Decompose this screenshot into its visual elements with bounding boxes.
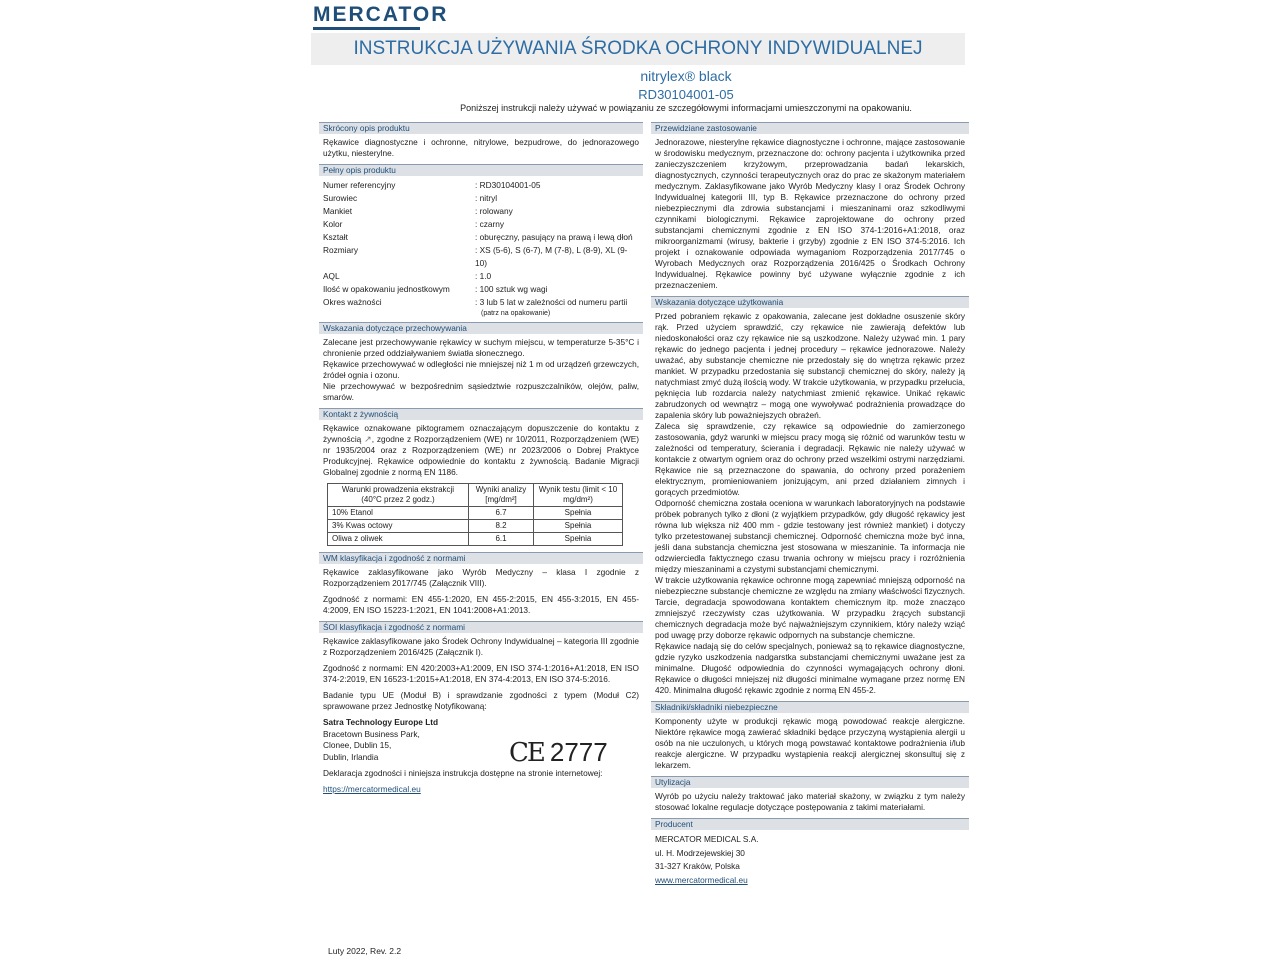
producer-street: ul. H. Modrzejewskiej 30 [655, 847, 745, 858]
disposal-body [651, 791, 969, 813]
spec-row [323, 270, 639, 283]
table-cell: 3% Kwas octowy [328, 520, 469, 533]
section-heading-short-desc: Skrócony opis produktu [319, 122, 643, 134]
food-contact-text-b: , zgodne z Rozporządzeniem (WE) nr 10/2011, Rozporządzeniem (WE) nr 1935/2004 oraz z Rozporządzeniem (WE) nr 2023/2006 o Dobrej Praktyce Produkcyjnej. Rękawice odpowiednie do kontaktu z żywnością. Badanie Migracji Globalnej zgodnie z normą EN 1186. [323, 434, 639, 477]
table-header: Wyniki analizy [mg/dm²] [469, 484, 534, 507]
usage-paragraph: Odporność chemiczna została oceniona w warunkach laboratoryjnych na podstawie próbek pobranych tylko z dłoni (z wyjątkiem przypadków, gdy długość rękawicy jest równa lub większa niż 400 mm - gdzie testowany jest również mankiet) i dotyczy tylko przetestowanej substancji chemicznej. Odporność chemiczna może być inna, jeśli dana substancja chemiczna jest stosowana w mieszaninie. Ta informacja nie odzwierciedla faktycznego czasu trwania ochrony w miejscu pracy i rozróżnienia między mieszaninami a czystymi substancjami chemicznymi. [655, 498, 965, 574]
spec-row [323, 179, 639, 192]
spec-value: : 1.0 [475, 271, 492, 281]
spec-row [323, 296, 639, 309]
spec-value: : czarny [475, 219, 505, 229]
spec-key: Surowiec [323, 193, 358, 203]
storage-body [319, 337, 643, 403]
soi-paragraph: Badanie typu UE (Moduł B) i sprawdzanie zgodności z typem (Moduł C2) sprawowane przez Jednostkę Notyfikowaną: [323, 690, 639, 711]
usage-paragraph: Przed pobraniem rękawic z opakowania, zalecane jest dokładne osuszenie skóry rąk. Przed użyciem sprawdzić, czy rękawice nie zawierają defektów lub niedoskonałości oraz czy rękawice nie są uszkodzone. Należy używać min. 1 pary rękawic do jednego pacjenta i jednej procedury – rękawice jednorazowe. Należy uważać, aby substancje chemiczne nie przedostały się do wnętrza rękawic przez mankiet. W przypadku przedostania się substancji chemicznej do skóry, należy ją natychmiast zmyć dużą ilością wody. W trakcie użytkowania, w przypadku przełucia, pęknięcia lub rozdarcia należy natychmiast zmienić rękawice. Unikać rękawic zabrudzonych od wewnątrz – mogą one wywoływać podrażnienia prowadzące do zapalenia skóry lub poważniejszych obrażeń. [655, 311, 965, 420]
spec-value: : RD30104001-05 [475, 180, 541, 190]
section-heading-storage: Wskazania dotyczące przechowywania [319, 322, 643, 334]
spec-row [323, 283, 639, 296]
spec-row [323, 205, 639, 218]
producer-name: MERCATOR MEDICAL S.A. [655, 834, 759, 844]
table-row [328, 507, 623, 520]
intended-use-text: Jednorazowe, niesterylne rękawice diagnostyczne i ochronne, mające zastosowanie w środowisku medycznym, przeznaczone do: ochrony pacjenta i użytkownika przed zanieczyszczeniem krzyżowym, przeprowadzania badań lekarskich, diagnostycznych, czynności terapeutycznych oraz do prac ze skażonym materiałem medycznym. Zaklasyfikowane jako Wyrób Medyczny klasy I oraz Środek Ochrony Indywidualnej kategorii III, typ B. Rękawice przeznaczone do ochrony przed niebezpiecznymi dla zdrowia substancjami i mieszaninami oraz szkodliwymi czynnikami biologicznymi. Rękawice zaprojektowane do ochrony przed substancjami chemicznymi zgodnie z EN ISO 374-1:2016+A1:2018, oraz mikroorganizmami (wirusy, bakterie i grzyby) zgodnie z EN ISO 374-5:2016. Ich projekt i oznakowanie odpowiada wymaganiom Rozporządzenia 2017/745 o Wyrobach Medycznych oraz Rozporządzenia 2016/425 o Środkach Ochrony Indywidualnej. Rękawice powinny być używane wyłącznie zgodnie z ich przeznaczeniem. [655, 137, 965, 290]
table-cell: 6.7 [469, 507, 534, 520]
section-heading-producer: Producent [651, 818, 969, 830]
disposal-text: Wyrób po użyciu należy traktować jako materiał skażony, w związku z tym należy stosować lokalne regulacje dotyczące postępowania z takimi materiałami. [655, 791, 965, 812]
section-heading-usage: Wskazania dotyczące użytkowania [651, 296, 969, 308]
table-header: Wynik testu (limit < 10 mg/dm²) [534, 484, 623, 507]
notified-body-address-line: Dublin, Irlandia [323, 751, 379, 762]
soi-paragraph: Rękawice zaklasyfikowane jako Środek Ochrony Indywidualnej – kategoria III zgodnie z Rozporządzeniem 2016/425 (Załącznik I). [323, 636, 639, 657]
section-heading-disposal: Utylizacja [651, 776, 969, 788]
declaration-text: Deklaracja zgodności i niniejsza instrukcja dostępne na stronie internetowej: [323, 768, 603, 778]
spec-key: Kształt [323, 232, 348, 242]
short-desc-text: Rękawice diagnostyczne i ochronne, nitrylowe, bezpudrowe, do jednorazowego użytku, niesterylne. [323, 137, 639, 158]
storage-paragraph: Nie przechowywać w bezpośrednim sąsiedztwie rozpuszczalników, olejów, paliw, smarów. [323, 381, 639, 402]
full-desc-body [319, 179, 643, 318]
section-heading-wm: WM klasyfikacja i zgodność z normami [319, 552, 643, 564]
usage-paragraph: Rękawice nadają się do celów specjalnych, ponieważ są to rękawice diagnostyczne, gdzie ryzyko uszkodzenia nadgarstka substancjami chemicznymi uważane jest za minimalne. Długość odpowiednia do czynności wymagających ochrony dłoni. Rękawice o długości mniejszej niż długości minimalne wymagane przez normę EN 420. Minimalna długość rękawic zgodnie z normą EN 455-2. [655, 641, 965, 695]
spec-row [323, 218, 639, 231]
producer-body [651, 833, 969, 887]
usage-paragraph: Zaleca się sprawdzenie, czy rękawice są odpowiednie do zamierzonego zastosowania, gdyż warunki w miejscu pracy mogą się różnić od warunków testu w zależności od temperatury, ścierania i degradacji. Rękawic nie należy używać w kontakcie z otwartym ogniem oraz do ochrony przed wszelkimi ostrymi narzędziami. Rękawice nie są przeznaczone do spawania, do ochrony przed porażeniem elektrycznym, promieniowaniem jonizującym, ani przed działaniem zimnych i gorących przedmiotów. [655, 421, 965, 497]
food-contact-text [323, 423, 639, 478]
spec-value: : XS (5-6), S (6-7), M (7-8), L (8-9), XL (9-10) [475, 245, 628, 268]
product-name: nitrylex® black [640, 68, 732, 84]
hazard-body [651, 716, 969, 771]
section-heading-intended-use: Przewidziane zastosowanie [651, 122, 969, 134]
table-cell: Spełnia [534, 520, 623, 533]
spec-key: AQL [323, 271, 340, 281]
spec-value: : rolowany [475, 206, 513, 216]
table-header: Warunki prowadzenia ekstrakcji (40°C przez 2 godz.) [328, 484, 469, 507]
soi-paragraph: Zgodność z normami: EN 420:2003+A1:2009, EN ISO 374-1:2016+A1:2018, EN ISO 374-2:2019, EN 16523-1:2015+A1:2018, EN 374-4:2013, EN ISO 374-5:2016. [323, 663, 639, 684]
section-heading-soi: ŚOI klasyfikacja i zgodność z normami [319, 621, 643, 633]
food-contact-body [319, 423, 643, 546]
spec-row [323, 231, 639, 244]
table-row [328, 533, 623, 546]
section-heading-full-desc: Pełny opis produktu [319, 164, 643, 176]
spec-value: : nitryl [475, 193, 498, 203]
spec-key: Kolor [323, 219, 343, 229]
ce-marking [509, 737, 608, 768]
revision-date: Luty 2022, Rev. 2.2 [328, 946, 402, 956]
notified-body-number: 2777 [549, 737, 608, 767]
soi-body [319, 636, 643, 795]
spec-row [323, 192, 639, 205]
declaration-link[interactable]: https://mercatormedical.eu [323, 784, 421, 794]
short-desc-body [319, 137, 643, 159]
table-cell: 10% Etanol [328, 507, 469, 520]
section-heading-food-contact: Kontakt z żywnością [319, 408, 643, 420]
table-header-row [328, 484, 623, 507]
spec-note: (patrz na opakowanie) [481, 310, 551, 317]
spec-value: : 3 lub 5 lat w zależności od numeru partii [475, 297, 628, 307]
wm-body [319, 567, 643, 616]
product-code: RD30104001-05 [638, 87, 734, 102]
storage-paragraph: Rękawice przechowywać w odległości nie mniejszej niż 1 m od urządzeń grzewczych, źródeł ognia i ozonu. [323, 359, 639, 380]
table-cell: 8.2 [469, 520, 534, 533]
spec-value: : 100 sztuk wg wagi [475, 284, 548, 294]
storage-paragraph: Zalecane jest przechowywanie rękawicy w suchym miejscu, w temperaturze 5-35°C i chronienie przed oddziaływaniem światła słonecznego. [323, 337, 639, 358]
producer-link[interactable]: www.mercatormedical.eu [655, 874, 748, 885]
document-title: INSTRUKCJA UŻYWANIA ŚRODKA OCHRONY INDYWIDUALNEJ [353, 38, 923, 59]
section-heading-hazard: Składniki/składniki niebezpieczne [651, 701, 969, 713]
spec-key: Numer referencyjny [323, 180, 396, 190]
table-cell: 6.1 [469, 533, 534, 546]
spec-key: Ilość w opakowaniu jednostkowym [323, 284, 450, 294]
company-logo: MERCATOR [313, 3, 449, 26]
right-column [651, 122, 969, 887]
food-contact-text-a: Rękawice oznakowane piktogramem oznaczającym dopuszczenie do kontaktu z żywnością [323, 423, 639, 444]
spec-key: Mankiet [323, 206, 353, 216]
usage-paragraph: W trakcie użytkowania rękawice ochronne mogą zapewniać mniejszą odporność na niebezpieczne substancje chemiczne ze względu na zmiany właściwości fizycznych. Tarcie, degradacja spowodowana kontaktem chemicznym itp. może znacząco zmniejszyć rzeczywisty czas użytkowania. W przypadku żrących substancji chemicznych degradacja może być najważniejszym czynnikiem, który należy wziąć pod uwagę przy doborze rękawic odpornych na substancje chemiczne. [655, 575, 965, 640]
glass-fork-icon: ↗ [364, 434, 372, 444]
left-column [319, 122, 643, 795]
wm-paragraph: Rękawice zaklasyfikowane jako Wyrób Medyczny – klasa I zgodnie z Rozporządzeniem 2017/745 (Załącznik VIII). [323, 567, 639, 588]
ce-logo-icon: CE [509, 738, 544, 768]
spec-key: Rozmiary [323, 245, 359, 255]
producer-city: 31-327 Kraków, Polska [655, 861, 740, 871]
spec-value: : oburęczny, pasujący na prawą i lewą dłoń [475, 232, 633, 242]
intended-use-body [651, 137, 969, 291]
table-cell: Spełnia [534, 507, 623, 520]
usage-body [651, 311, 969, 696]
notified-body-address-line: Bracetown Business Park, [323, 728, 420, 739]
wm-paragraph: Zgodność z normami: EN 455-1:2020, EN 455-2:2015, EN 455-3:2015, EN 455-4:2009, EN ISO 15223-1:2021, EN 1041:2008+A1:2013. [323, 594, 639, 615]
spec-row [323, 244, 639, 270]
table-cell: Oliwa z oliwek [328, 533, 469, 546]
intro-text: Poniższej instrukcji należy używać w powiązaniu ze szczegółowymi informacjami umieszczonymi na opakowaniu. [460, 103, 912, 113]
notified-body-name: Satra Technology Europe Ltd [323, 717, 439, 727]
logo-underline [313, 27, 420, 30]
table-cell: Spełnia [534, 533, 623, 546]
notified-body-address-line: Clonee, Dublin 15, [323, 740, 392, 750]
hazard-text: Komponenty użyte w produkcji rękawic mogą powodować reakcje alergiczne. Niektóre rękawice mogą zawierać składniki będące przyczyną wystąpienia alergii u osób na nie uczulonych, u których mogą powstawać kontaktowe podrażnienia i/lub reakcje alergiczne. W przypadku wystąpienia reakcji alergicznej skonsultuj się z lekarzem. [655, 716, 965, 770]
spec-key: Okres ważności [323, 297, 382, 307]
table-row [328, 520, 623, 533]
migration-table [327, 483, 623, 546]
